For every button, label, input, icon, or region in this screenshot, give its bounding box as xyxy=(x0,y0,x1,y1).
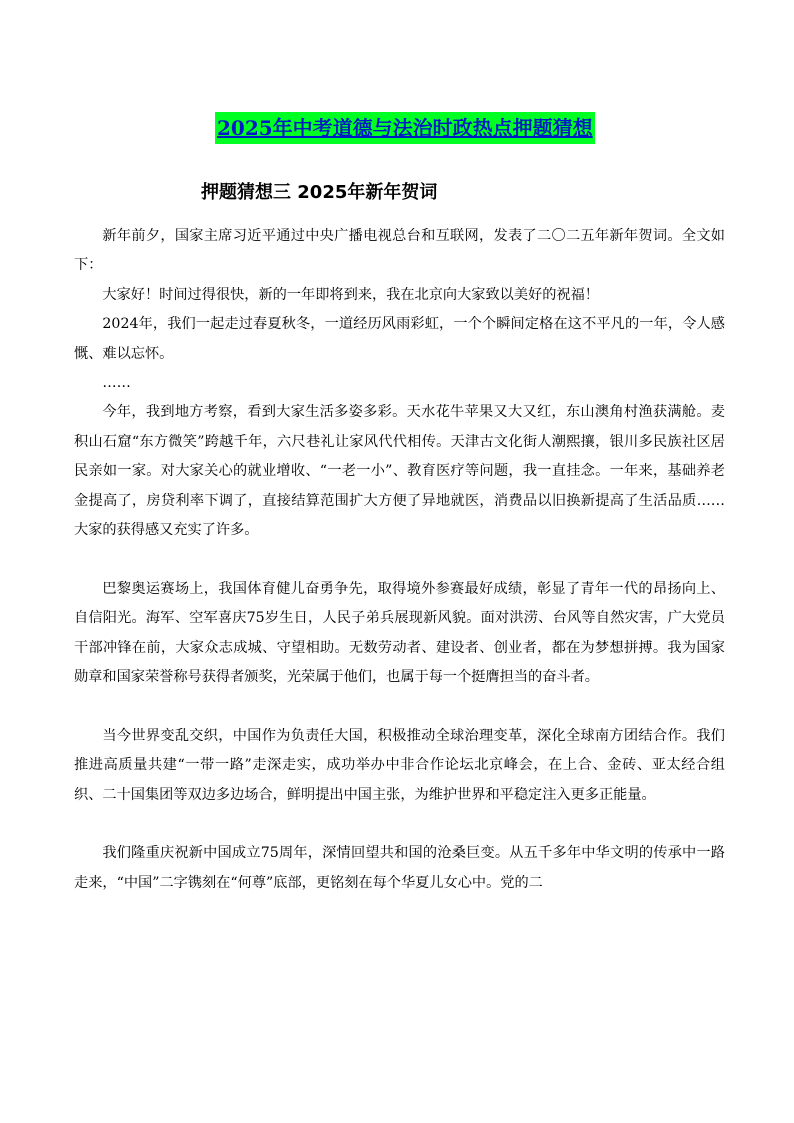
paragraph: 巴黎奥运赛场上，我国体育健儿奋勇争先，取得境外参赛最好成绩，彰显了青年一代的昂扬向上、自信阳光。海军、空军喜庆75岁生日，人民子弟兵展现新风貌。面对洪涝、台风等自然灾害，广大党员干部冲锋在前，大家众志成城、守望相助。无数劳动者、建设者、创业者，都在为梦想拼搏。我为国家勋章和国家荣誉称号获得者颁奖，光荣属于他们，也属于每一个挺膺担当的奋斗者。 xyxy=(74,580,725,686)
document-title[interactable]: 2025年中考道德与法治时政热点押题猜想 xyxy=(215,112,595,144)
paragraph: 当今世界变乱交织，中国作为负责任大国，积极推动全球治理变革，深化全球南方团结合作。我们推进高质量共建“一带一路”走深走实，成功举办中非合作论坛北京峰会，在上合、金砖、亚太经合组织、二十国集团等双边多边场合，鲜明提出中国主张，为维护世界和平稳定注入更多正能量。 xyxy=(74,727,725,803)
paragraph: 大家好！时间过得很快，新的一年即将到来，我在北京向大家致以美好的祝福！ xyxy=(102,286,599,303)
document-body xyxy=(74,222,725,898)
paragraph: 2024年，我们一起走过春夏秋冬，一道经历风雨彩虹，一个个瞬间定格在这不平凡的一年，令人感慨、难以忘怀。 xyxy=(74,316,725,362)
paragraph: 我们隆重庆祝新中国成立75周年，深情回望共和国的沧桑巨变。从五千多年中华文明的传承中一路走来，“中国”二字镌刻在“何尊”底部，更铭刻在每个华夏儿女心中。党的二 xyxy=(74,845,725,891)
paragraph: 今年，我到地方考察，看到大家生活多姿多彩。天水花牛苹果又大又红，东山澳角村渔获满舱。麦积山石窟“东方微笑”跨越千年，六尺巷礼让家风代代相传。天津古文化街人潮熙攘，银川多民族社区居民亲如一家。对大家关心的就业增收、“一老一小”、教育医疗等问题，我一直挂念。一年来，基础养老金提高了，房贷利率下调了，直接结算范围扩大方便了异地就医，消费品以旧换新提高了生活品质……大家的获得感又充实了许多。 xyxy=(74,404,725,539)
section-heading: 押题猜想三 2025年新年贺词 xyxy=(201,182,438,203)
paragraph-ellipsis: …… xyxy=(102,375,131,392)
paragraph: 新年前夕，国家主席习近平通过中央广播电视总台和互联网，发表了二〇二五年新年贺词。全文如下： xyxy=(74,228,725,274)
